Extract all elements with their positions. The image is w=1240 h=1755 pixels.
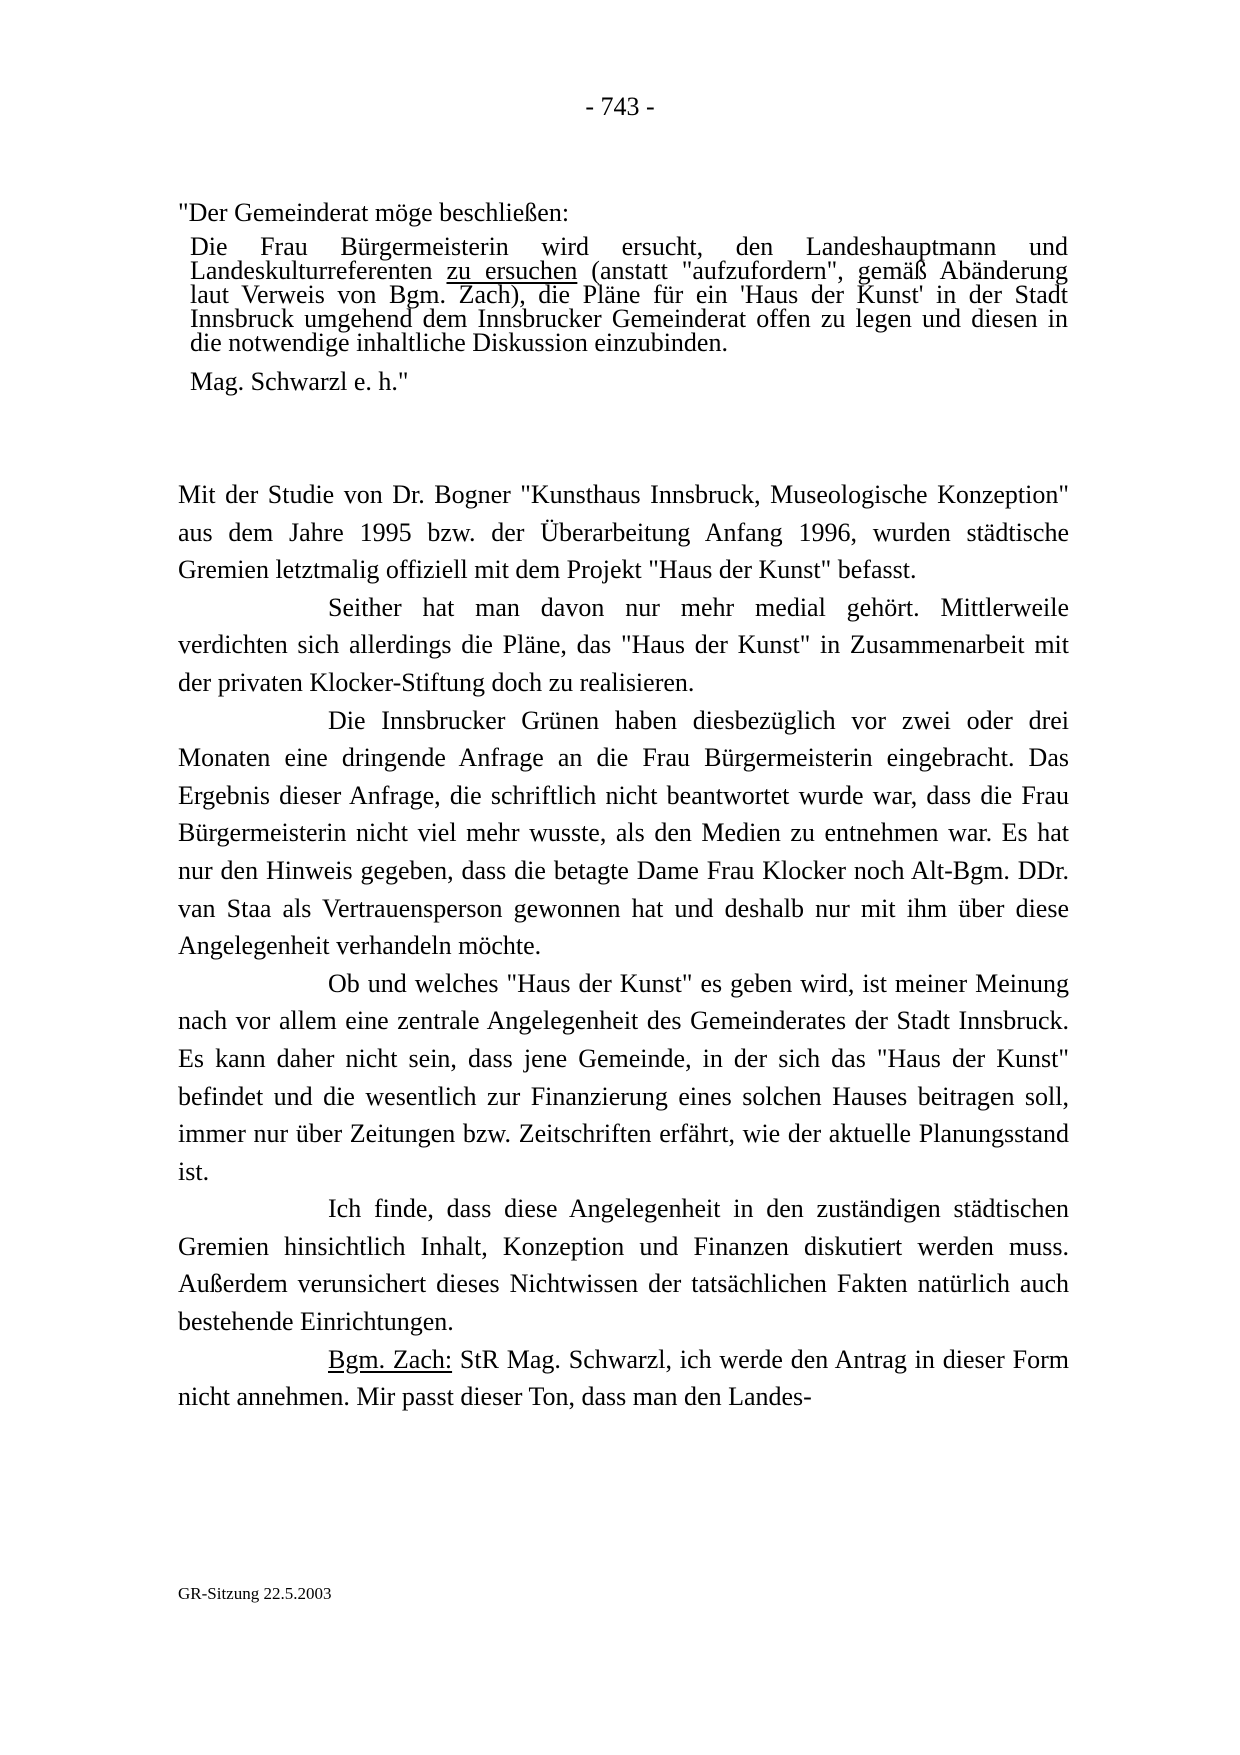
- paragraph-6: [178, 1341, 1069, 1416]
- motion-signature: Mag. Schwarzl e. h.": [190, 367, 409, 396]
- speaker-name: Bgm. Zach:: [328, 1344, 453, 1374]
- motion-block: [178, 198, 1068, 397]
- paragraph-3: Die Innsbrucker Grünen haben diesbezüglich vor zwei oder drei Monaten eine dringende Anfrage an die Frau Bürgermeisterin eingebracht. Das Ergebnis dieser Anfrage, die schriftlich nicht beantwortet wurde war, dass die Frau Bürgermeisterin nicht viel mehr wusste, als den Medien zu entnehmen war. Es hat nur den Hinweis gegeben, dass die betagte Dame Frau Klocker noch Alt-Bgm. DDr. van Staa als Vertrauensperson gewonnen hat und deshalb nur mit ihm über diese Angelegenheit verhandeln möchte.: [178, 705, 1069, 961]
- motion-intro: "Der Gemeinderat möge beschließen:: [178, 198, 570, 227]
- page-number: - 743 -: [585, 92, 655, 121]
- paragraph-1: Mit der Studie von Dr. Bogner "Kunsthaus Innsbruck, Museologische Konzeption" aus dem Jahre 1995 bzw. der Überarbeitung Anfang 1996, wurden städtische Gremien letztmalig offiziell mit dem Projekt "Haus der Kunst" befasst.: [178, 480, 1069, 585]
- footer-session-date: GR-Sitzung 22.5.2003: [178, 1584, 332, 1603]
- paragraph-2: Seither hat man davon nur mehr medial gehört. Mittlerweile verdichten sich allerdings die Pläne, das "Haus der Kunst" in Zusammenarbeit mit der privaten Klocker-Stiftung doch zu realisieren.: [178, 592, 1069, 697]
- paragraph-5: Ich finde, dass diese Angelegenheit in den zuständigen städtischen Gremien hinsichtlich Inhalt, Konzeption und Finanzen diskutiert werden muss. Außerdem verunsichert dieses Nichtwissen der tatsächlichen Fakten natürlich auch bestehende Einrichtungen.: [178, 1194, 1069, 1337]
- speaker-text: StR Mag. Schwarzl, ich werde den Antrag in dieser Form nicht annehmen. Mir passt dieser Ton, dass man den Landes-: [178, 1344, 1069, 1412]
- motion-body-start: Die Frau Bürgermeisterin wird ersucht, den Landeshauptmann und Landeskulturreferenten: [190, 232, 1068, 285]
- main-text: [178, 476, 1069, 1416]
- motion-body: [190, 232, 1068, 357]
- motion-underlined-phrase: zu ersuchen: [446, 256, 578, 285]
- paragraph-4: Ob und welches "Haus der Kunst" es geben wird, ist meiner Meinung nach vor allem eine zentrale Angelegenheit des Gemeinderates der Stadt Innsbruck. Es kann daher nicht sein, dass jene Gemeinde, in der sich das "Haus der Kunst" befindet und die wesentlich zur Finanzierung eines solchen Hauses beitragen soll, immer nur über Zeitungen bzw. Zeitschriften erfährt, wie der aktuelle Planungsstand ist.: [178, 968, 1069, 1186]
- motion-body-end: (anstatt "aufzufordern", gemäß Abänderung laut Verweis von Bgm. Zach), die Pläne für ein 'Haus der Kunst' in der Stadt Innsbruck umgehend dem Innsbrucker Gemeinderat offen zu legen und diesen in die notwendige inhaltliche Diskussion einzubinden.: [190, 256, 1068, 357]
